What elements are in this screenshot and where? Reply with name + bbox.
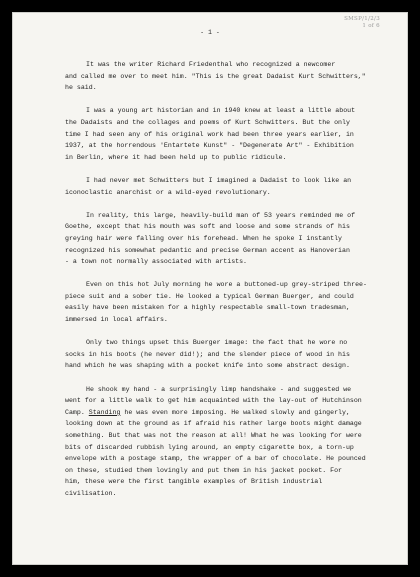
text-line: immersed in local affairs.: [65, 316, 168, 324]
paragraph: [65, 337, 385, 372]
text-line: him, these were the first tangible examples of British industrial: [65, 478, 323, 486]
text-line: Even on this hot July morning he wore a buttoned-up grey-striped three-: [86, 281, 367, 289]
text-line: something. But that was not the reason at all! What he was looking for were: [65, 432, 362, 439]
text-line: - a town not normally associated with artists.: [65, 258, 248, 266]
text-line: Goethe, except that his mouth was soft and loose and some strands of his: [65, 223, 350, 231]
paragraph: [65, 175, 385, 198]
text-line: the Dadaists and the collages and poems of Kurt Schwitters. But the only: [65, 118, 350, 126]
text-line: He shook my hand - a surprisingly limp handshake - and suggested we: [86, 385, 352, 393]
text-line: Camp. Standing he was even more imposing. He walked slowly and gingerly,: [65, 408, 350, 416]
text-line: greying hair were falling over his forehead. When he spoke I instantly: [65, 234, 342, 242]
archive-reference-annotation: [344, 16, 380, 30]
text-line: I was a young art historian and in 1940 knew at least a little about: [86, 107, 356, 115]
text-line: in Berlin, where it had been held up to public ridicule.: [65, 153, 287, 161]
text-line: on these, studied them lovingly and put them in his jacket pocket. For: [65, 466, 342, 474]
document-page: [12, 12, 408, 565]
text-line: civilisation.: [65, 489, 117, 497]
text-line: went for a little walk to get him acquainted with the lay-out of Hutchinson: [65, 397, 362, 405]
text-line: socks in his boots (he never did!); and the slender piece of wood in his: [65, 350, 350, 358]
paragraph: [65, 210, 385, 268]
text-line: hand which he was shaping with a pocket knife into some abstract design.: [65, 362, 350, 370]
paragraph: [65, 384, 385, 500]
archive-reference-line: SMSP/1/2/3: [344, 16, 380, 22]
text-line: It was the writer Richard Friedenthal who recognized a newcomer: [86, 61, 336, 68]
text-line: envelope with a postage stamp, the wrapper of a bar of chocolate. He pounced: [65, 455, 366, 463]
paragraph: [65, 279, 385, 325]
text-line: iconoclastic anarchist or a wild-eyed revolutionary.: [65, 188, 271, 196]
text-line: I had never met Schwitters but I imagined a Dadaist to look like an: [86, 176, 352, 184]
text-line: In reality, this large, heavily-build man of 53 years reminded me of: [86, 211, 356, 219]
text-line: Only two things upset this Buerger image: the fact that he wore no: [86, 339, 348, 347]
text-line: bits of discarded rubbish lying around, an empty cigarette box, a torn-up: [65, 443, 354, 451]
paragraph: [65, 105, 385, 163]
paragraph: [65, 59, 385, 94]
document-body: [65, 59, 385, 511]
text-line: he said.: [65, 84, 97, 92]
text-line: 1937, at the horrendous 'Entartete Kunst" - "Degenerate Art" - Exhibition: [65, 142, 354, 150]
text-line: and called me over to meet him. "This is the great Dadaist Kurt Schwitters,": [65, 72, 366, 80]
text-line: piece suit and a sober tie. He looked a typical German Buerger, and could: [65, 292, 354, 300]
underlined-word: Standing: [88, 408, 121, 416]
text-line: looking down at the ground as if afraid his rather large boots might damage: [65, 420, 362, 428]
page-number: - 1 -: [200, 29, 220, 36]
text-line: recognized his somewhat pedantic and precise German accent as Hanoverian: [65, 246, 350, 254]
text-line: time I had seen any of his original work had been three years earlier, in: [65, 130, 354, 138]
archive-page-count: 1 of 6: [362, 23, 380, 29]
text-line: easily have been mistaken for a highly respectable small-town tradesman,: [65, 304, 350, 312]
